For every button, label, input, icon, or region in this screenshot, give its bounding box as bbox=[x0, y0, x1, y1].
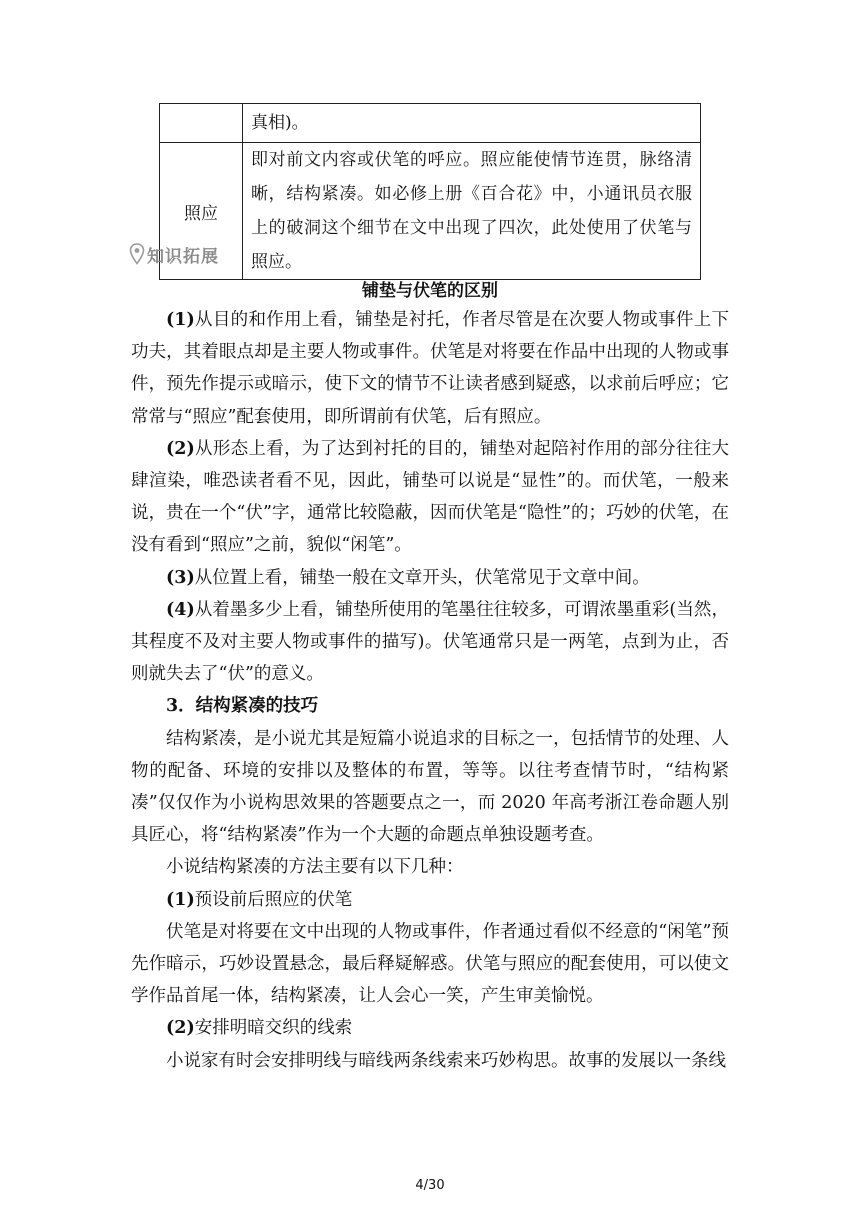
map-pin-icon bbox=[129, 243, 145, 265]
paragraph: (2)从形态上看，为了达到衬托的目的，铺垫对起陪衬作用的部分往往大肆渲染，唯恐读者看不见，因此，铺垫可以说是“显性”的。而伏笔，一般来说，贵在一个“伏”字，通常比较隐蔽，因而伏笔是“隐性”的；巧妙的伏笔，在没有看到“照应”之前，貌似“闲笔”。 bbox=[131, 438, 729, 556]
paragraph: (3)从位置上看，铺垫一般在文章开头，伏笔常见于文章中间。 bbox=[166, 567, 650, 588]
page-number: 4/30 bbox=[415, 1178, 445, 1193]
paragraph: 结构紧凑，是小说尤其是短篇小说追求的目标之一，包括情节的处理、人物的配备、环境的安排以及整体的布置，等等。以往考查情节时，“结构紧凑”仅仅作为小说构思效果的答题要点之一，而 2020 年高考浙江卷命题人别具匠心，将“结构紧凑”作为一个大题的命题点单独设题考查。 bbox=[131, 728, 729, 846]
paragraph: 小说家有时会安排明线与暗线两条线索来巧妙构思。故事的发展以一条线 bbox=[166, 1050, 726, 1071]
paragraph: (1)从目的和作用上看，铺垫是衬托，作者尽管是在次要人物或事件上下功夫，其着眼点却是主要人物或事件。伏笔是对将要在作品中出现的人物或事件，预先作提示或暗示，使下文的情节不让读者感到疑惑，以求前后呼应；它常常与“照应”配套使用，即所谓前有伏笔，后有照应。 bbox=[131, 310, 729, 427]
term-cell bbox=[160, 104, 243, 143]
table-row bbox=[160, 143, 701, 280]
paragraph: (2)安排明暗交织的线索 bbox=[166, 1018, 353, 1039]
subsection-heading: 3．结构紧凑的技巧 bbox=[166, 696, 319, 717]
paragraph: (4)从着墨多少上看，铺垫所使用的笔墨往往较多，可谓浓墨重彩(当然，其程度不及对主要人物或事件的描写)。伏笔通常只是一两笔，点到为止，否则就失去了“伏”的意义。 bbox=[131, 599, 729, 685]
section-title: 铺垫与伏笔的区别 bbox=[362, 281, 498, 301]
term-table bbox=[159, 103, 701, 280]
knowledge-extension-badge bbox=[129, 242, 219, 266]
body-text bbox=[131, 304, 729, 1077]
definition-cell: 真相)。 bbox=[243, 104, 701, 143]
term-cell: 照应 bbox=[160, 143, 243, 280]
paragraph: (1)预设前后照应的伏笔 bbox=[166, 889, 353, 910]
definition-cell: 即对前文内容或伏笔的呼应。照应能使情节连贯，脉络清晰，结构紧凑。如必修上册《百合花》中，小通讯员衣服上的破洞这个细节在文中出现了四次，此处使用了伏笔与照应。 bbox=[243, 143, 701, 280]
paragraph: 小说结构紧凑的方法主要有以下几种： bbox=[166, 857, 464, 878]
badge-label: 知识拓展 bbox=[147, 246, 219, 267]
table-row bbox=[160, 104, 701, 143]
paragraph: 伏笔是对将要在文中出现的人物或事件，作者通过看似不经意的“闲笔”预先作暗示，巧妙设置悬念，最后释疑解惑。伏笔与照应的配套使用，可以使文学作品首尾一体，结构紧凑，让人会心一笑，产生审美愉悦。 bbox=[131, 921, 729, 1007]
